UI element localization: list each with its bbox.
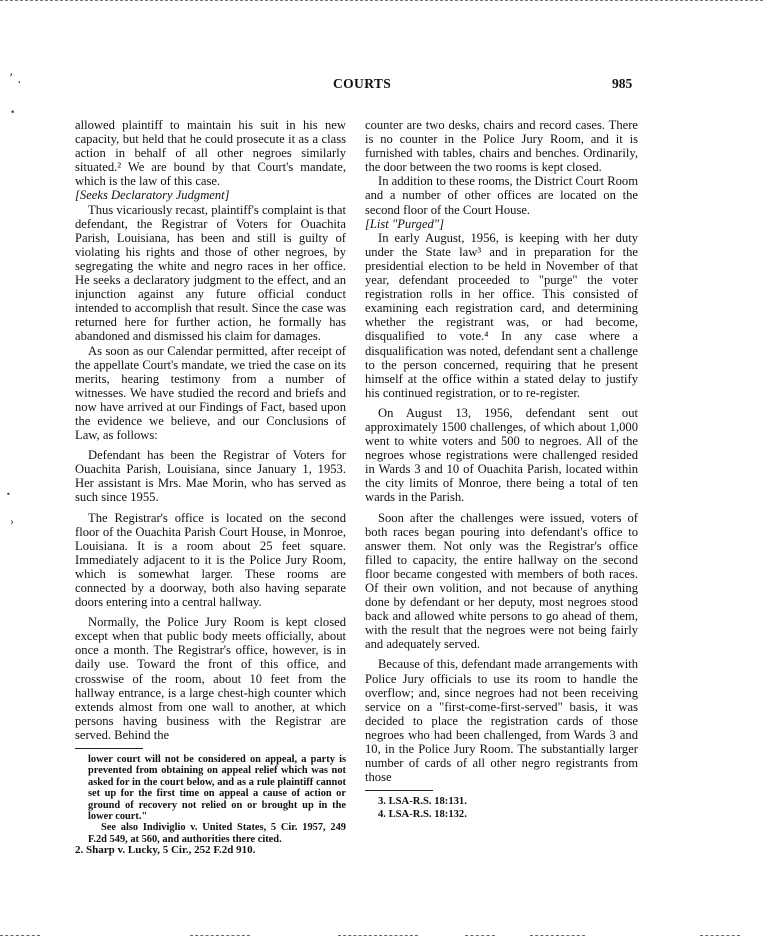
paragraph: In early August, 1956, is keeping with her duty under the State law³ and in preparation for the presidential election to be held in November of that year, defendant proceeded to "purge" the voter registration rolls in her office. This consisted of examining each registration card, and determining whether the registrant was, or had become, disqualified to vote.⁴ In any case where a disqualification was noted, defendant sent a challenge to the person concerned, requiring that he present himself at the office within a stated delay to justify his continued registration, or to re-register.: [365, 230, 638, 400]
bottom-edge-dashed-line: [338, 935, 418, 936]
left-column: [75, 118, 346, 857]
scan-speck: •: [10, 108, 16, 118]
paragraph: Normally, the Police Jury Room is kept closed except when that public body meets officially, about once a month. The Registrar's office, however, is in daily use. Toward the front of this office, and crosswise of the room, about 10 feet from the hallway entrance, is a large chest-high counter which extends almost from one wall to another, at which persons having business with the Registrar are served. Behind the: [75, 615, 346, 742]
paragraph: Defendant has been the Registrar of Voters for Ouachita Parish, Louisiana, since January 1, 1953. Her assistant is Mrs. Mae Morin, who has served as such since 1955.: [75, 448, 346, 505]
footnote-see-also: See also Indiviglio v. United States, 5 Cir. 1957, 249 F.2d 549, at 560, and authorities there cited.: [88, 822, 346, 845]
footnote-4: 4. LSA-R.S. 18:132.: [378, 808, 467, 820]
footnote-divider: [365, 790, 433, 791]
paragraph: In addition to these rooms, the District Court Room and a number of other offices are located on the second floor of the Court House.: [365, 174, 638, 217]
scan-speck: •: [6, 490, 11, 499]
bottom-edge-dashed-line: [530, 935, 585, 936]
paragraph: Thus vicariously recast, plaintiff's complaint is that defendant, the Registrar of Voters for Ouachita Parish, Louisiana, has been and still is guilty of violating his rights and those of other negroes, by segregating the white and negro races in her office. He seeks a declaratory judgment to the effect, and an injunction against any future official conduct intended to accomplish that result. Since the case was returned here for further action, he formally has abandoned and dismissed his claim for damages.: [75, 202, 346, 344]
right-column: [365, 118, 638, 821]
section-heading: [Seeks Declaratory Judgment]: [75, 188, 230, 203]
paragraph: allowed plaintiff to maintain his suit in his new capacity, but held that he could prosecute it as a class action in behalf of all other negroes similarly situated.² We are bound by that Court's mandate, which is the law of this case.: [75, 118, 346, 189]
footnote-divider: [75, 748, 143, 749]
paragraph: Because of this, defendant made arrangements with Police Jury officials to use its room to handle the overflow; and, since negroes had not been receiving service on a "first-come-first-served" basis, it was decided to place the registration cards of those negroes who had been challenged, from Wards 3 and 10, in the Police Jury Room. The substantially larger number of cards of all other negro registrants from those: [365, 657, 638, 785]
paragraph: counter are two desks, chairs and record cases. There is no counter in the Police Jury Room, and it is furnished with tables, chairs and benches. Ordinarily, the door between the two rooms is kept closed.: [365, 118, 638, 175]
bottom-edge-dashed-line: [700, 935, 740, 936]
bottom-edge-dashed-line: [0, 935, 40, 936]
section-heading: [List "Purged"]: [365, 216, 445, 231]
bottom-edge-dashed-line: [190, 935, 250, 936]
paragraph: On August 13, 1956, defendant sent out approximately 1500 challenges, of which about 1,000 went to white voters and 500 to negroes. All of the negroes whose registrations were challenged resided in Wards 3 and 10 of Ouachita Parish, located within the city limits of Monroe, there being a total of ten wards in the Parish.: [365, 405, 638, 505]
footnote-2: 2. Sharp v. Lucky, 5 Cir., 252 F.2d 910.: [75, 844, 256, 857]
scan-speck: ›: [10, 517, 14, 528]
footnote-continuation: lower court will not be considered on appeal, a party is prevented from obtaining on appeal relief which was not asked for in the court below, and as a rule plaintiff cannot set up for the first time on appeal a cause of action or ground of recovery not relied on or brought up in the lower court.": [88, 754, 346, 823]
top-edge-dashed-line: [0, 0, 763, 1]
scan-speck: ʼ .: [9, 72, 22, 87]
footnotes: [75, 754, 346, 857]
paragraph: As soon as our Calendar permitted, after receipt of the appellate Court's mandate, we tried the case on its merits, hearing testimony from a number of witnesses. We have studied the record and briefs and now have arrived at our Findings of Fact, based upon the evidence we believe, and our Conclusions of Law, as follows:: [75, 343, 346, 443]
running-head: COURTS: [333, 76, 392, 91]
paragraph: The Registrar's office is located on the second floor of the Ouachita Parish Court House, in Monroe, Louisiana. It is a room about 25 feet square. Immediately adjacent to it is the Police Jury Room, which is somewhat larger. These rooms are connected by a doorway, both also having separate doors entering into a central hallway.: [75, 510, 346, 610]
bottom-edge-dashed-line: [465, 935, 495, 936]
paragraph: Soon after the challenges were issued, voters of both races began pouring into defendant's office to answer them. Not only was the Registrar's office filled to capacity, the entire hallway on the second floor became congested with members of both races. Of their own volition, and not because of anything done by defendant or her deputy, most negroes stood back and allowed white persons to go ahead of them, with the result that the negroes were not being fairly and adequately served.: [365, 510, 638, 652]
page-number: 985: [612, 76, 633, 91]
footnote-3: 3. LSA-R.S. 18:131.: [378, 796, 467, 808]
